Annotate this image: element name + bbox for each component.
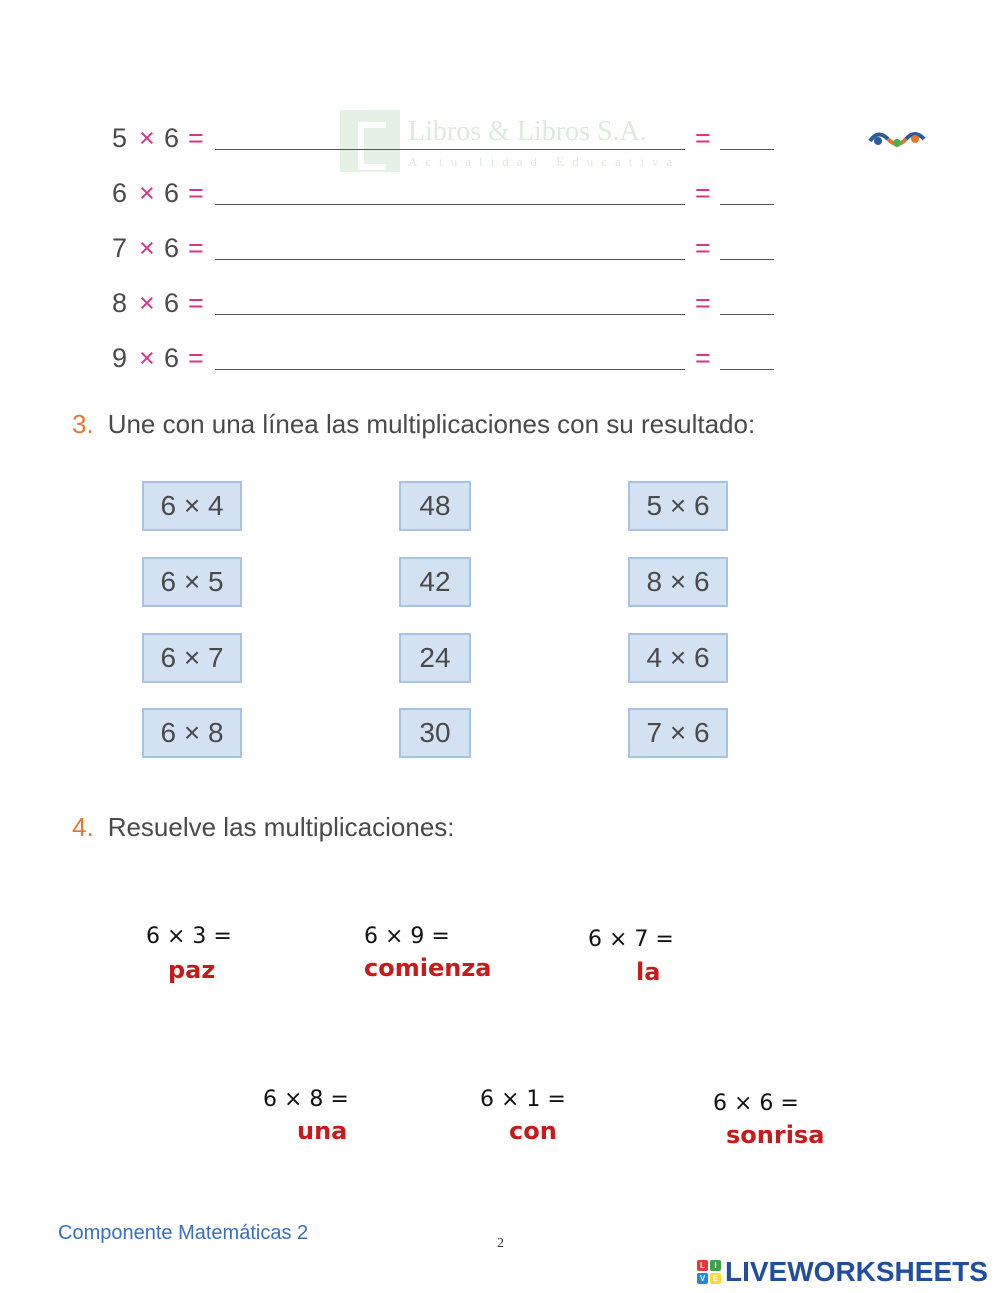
match-box-result[interactable]: 30 — [399, 708, 471, 758]
factor-a: 5 — [112, 123, 128, 153]
factor-a: 9 — [112, 343, 128, 373]
answer-word[interactable]: comienza — [364, 954, 492, 982]
answer-result-line[interactable] — [720, 369, 774, 370]
page-number: 2 — [497, 1236, 504, 1251]
problem-item — [364, 924, 492, 982]
multiplication-row — [112, 343, 792, 383]
equals-sign: = — [695, 123, 711, 153]
logo-letter: I — [710, 1260, 721, 1271]
answer-expansion-line[interactable] — [215, 259, 685, 260]
times-sign: × — [139, 233, 155, 263]
multiplication-row — [112, 123, 792, 163]
problem-question: 6 × 7 = — [588, 927, 674, 952]
equals-sign: = — [695, 288, 711, 318]
problem-item — [713, 1091, 825, 1149]
exercise-4-heading — [72, 812, 455, 843]
factor-a: 8 — [112, 288, 128, 318]
problem-question: 6 × 3 = — [146, 924, 232, 949]
match-box-left[interactable]: 6 × 8 — [142, 708, 242, 758]
logo-letter: E — [710, 1273, 721, 1284]
match-box-left[interactable]: 6 × 5 — [142, 557, 242, 607]
equals-sign: = — [695, 343, 711, 373]
match-box-result[interactable]: 24 — [399, 633, 471, 683]
answer-word[interactable]: la — [636, 958, 661, 986]
factor-b: 6 — [164, 233, 180, 263]
multiplication-row — [112, 178, 792, 218]
logo-letter: L — [697, 1260, 708, 1271]
watermark-title: Libros & Libros S.A. — [408, 116, 647, 147]
answer-result-line[interactable] — [720, 149, 774, 150]
logo-letter: V — [697, 1273, 708, 1284]
times-sign: × — [139, 288, 155, 318]
factor-b: 6 — [164, 123, 180, 153]
liveworksheets-logo[interactable] — [697, 1258, 997, 1290]
factor-a: 7 — [112, 233, 128, 263]
multiplication-row — [112, 288, 792, 328]
times-sign: × — [139, 123, 155, 153]
answer-result-line[interactable] — [720, 204, 774, 205]
match-box-left[interactable]: 6 × 7 — [142, 633, 242, 683]
answer-result-line[interactable] — [720, 259, 774, 260]
match-box-left[interactable]: 6 × 4 — [142, 481, 242, 531]
problem-question: 6 × 8 = — [263, 1087, 349, 1112]
equals-sign: = — [188, 233, 204, 263]
equals-sign: = — [695, 233, 711, 263]
liveworksheets-logo-text: LIVEWORKSHEETS — [725, 1256, 988, 1287]
equals-sign: = — [188, 178, 204, 208]
answer-result-line[interactable] — [720, 314, 774, 315]
exercise-number: 4. — [72, 812, 94, 842]
factor-b: 6 — [164, 178, 180, 208]
liveworksheets-grid-icon — [697, 1260, 721, 1284]
times-sign: × — [139, 343, 155, 373]
match-box-right[interactable]: 4 × 6 — [628, 633, 728, 683]
answer-word[interactable]: una — [297, 1117, 348, 1145]
multiplication-row — [112, 233, 792, 273]
match-box-right[interactable]: 8 × 6 — [628, 557, 728, 607]
match-box-right[interactable]: 7 × 6 — [628, 708, 728, 758]
footer-title: Componente Matemáticas 2 — [58, 1222, 309, 1244]
answer-word[interactable]: con — [509, 1117, 557, 1145]
exercise-instruction: Une con una línea las multiplicaciones con su resultado: — [107, 409, 756, 439]
match-box-result[interactable]: 48 — [399, 481, 471, 531]
exercise-number: 3. — [72, 409, 94, 439]
problem-item — [146, 924, 232, 984]
answer-expansion-line[interactable] — [215, 314, 685, 315]
answer-word[interactable]: paz — [168, 956, 216, 984]
decorative-beads-icon — [868, 127, 926, 153]
equals-sign: = — [695, 178, 711, 208]
factor-b: 6 — [164, 343, 180, 373]
problem-question: 6 × 1 = — [480, 1087, 566, 1112]
equals-sign: = — [188, 288, 204, 318]
match-box-right[interactable]: 5 × 6 — [628, 481, 728, 531]
problem-item — [588, 927, 674, 986]
watermark-subtitle: Actualidad Educativa — [408, 154, 681, 169]
answer-word[interactable]: sonrisa — [726, 1121, 825, 1149]
problem-question: 6 × 6 = — [713, 1091, 799, 1116]
problem-item — [480, 1087, 566, 1145]
factor-a: 6 — [112, 178, 128, 208]
exercise-3-heading — [72, 409, 755, 440]
problem-question: 6 × 9 = — [364, 924, 450, 949]
equals-sign: = — [188, 123, 204, 153]
answer-expansion-line[interactable] — [215, 149, 685, 150]
answer-expansion-line[interactable] — [215, 204, 685, 205]
factor-b: 6 — [164, 288, 180, 318]
times-sign: × — [139, 178, 155, 208]
match-box-result[interactable]: 42 — [399, 557, 471, 607]
exercise-instruction: Resuelve las multiplicaciones: — [107, 812, 455, 842]
problem-item — [263, 1087, 349, 1145]
equals-sign: = — [188, 343, 204, 373]
answer-expansion-line[interactable] — [215, 369, 685, 370]
